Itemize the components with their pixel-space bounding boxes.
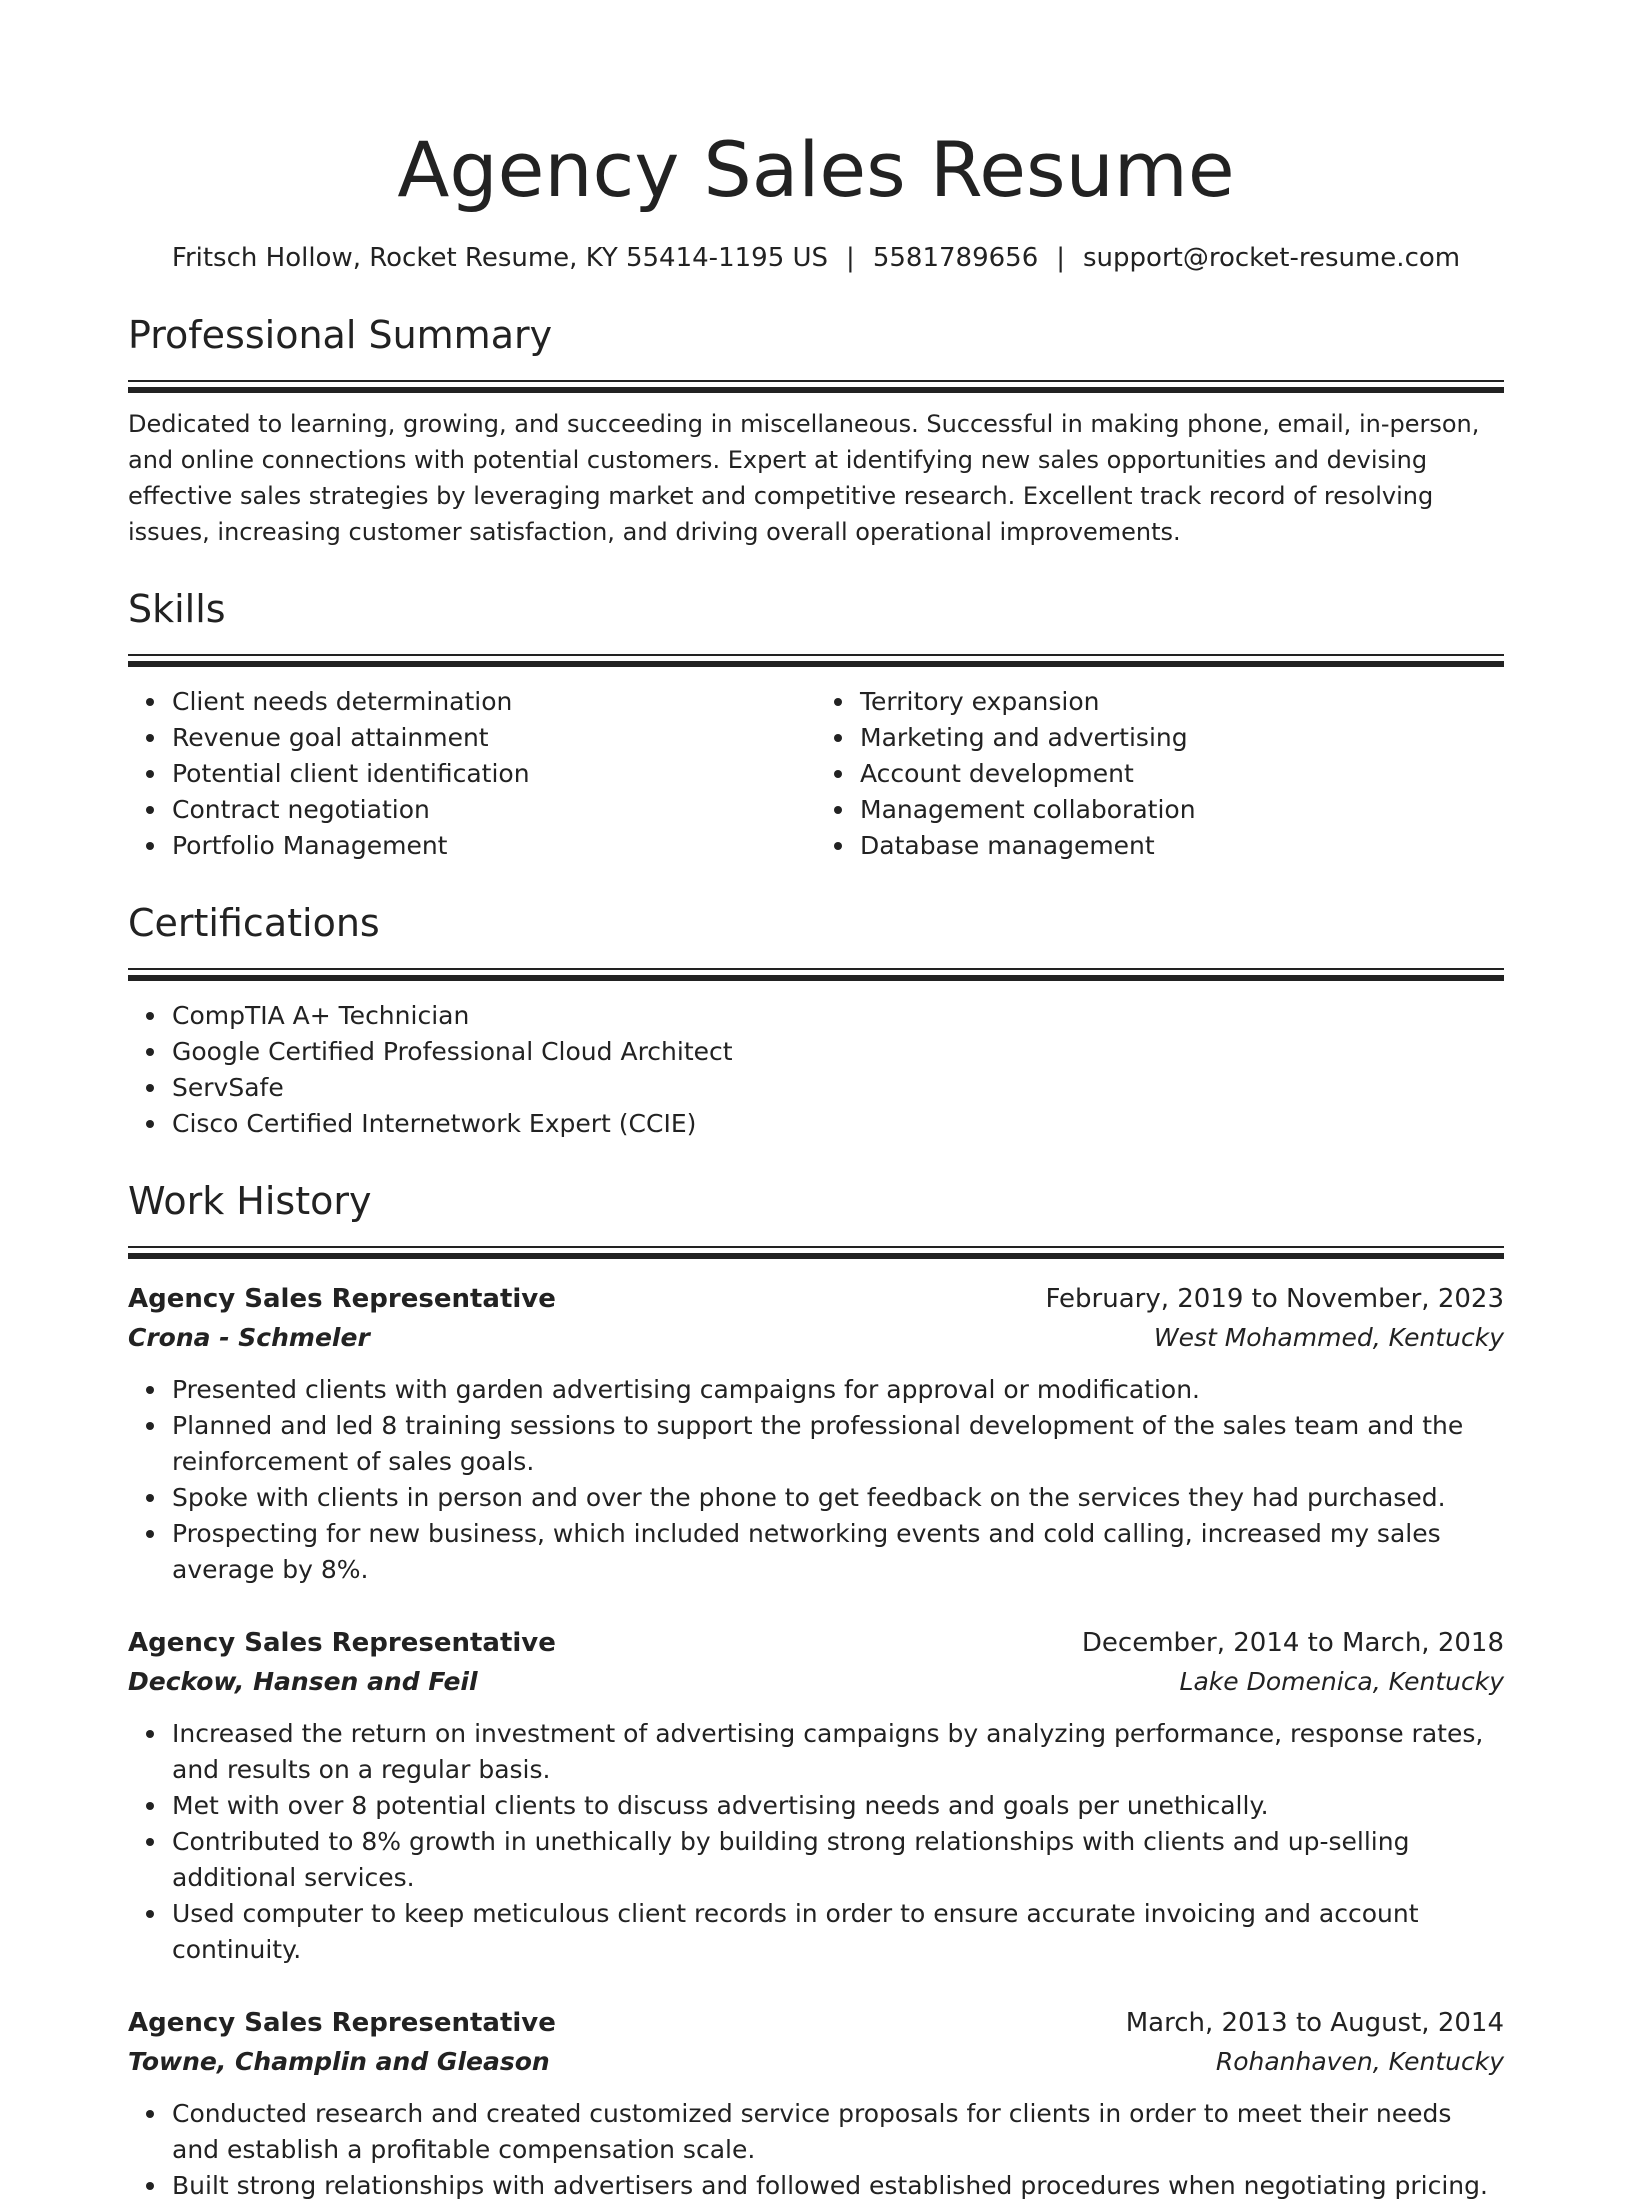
summary-text: Dedicated to learning, growing, and succeeding in miscellaneous. Successful in making phone, email, in-person, and online connections with potential customers. Expert at identifying new sales opportunities and devising effective sales strategies by leveraging market and competitive research. Excellent track record of resolving issues, increasing customer satisfaction, and driving overall operational improvements. — [128, 410, 1480, 546]
contact-address: Fritsch Hollow, Rocket Resume, KY 55414-1195 US — [171, 243, 829, 273]
job-header-row — [128, 1280, 1504, 1318]
section-divider — [128, 968, 1504, 982]
skill-item: Database management — [860, 828, 1504, 864]
certifications-list — [128, 998, 1504, 1142]
contact-line — [128, 240, 1504, 276]
section-divider — [128, 380, 1504, 394]
work-history-section — [128, 1176, 1504, 2204]
job-company-row — [128, 1318, 1504, 1358]
skill-item: Client needs determination — [172, 684, 816, 720]
job-bullet: Contributed to 8% growth in unethically by building strong relationships with clients and up-selling additional services. — [172, 1824, 1504, 1896]
job-company-row — [128, 1662, 1504, 1702]
job-bullet: Built strong relationships with advertisers and followed established procedures when negotiating pricing. — [172, 2168, 1504, 2204]
job-dates: March, 2013 to August, 2014 — [1125, 2008, 1504, 2038]
job-bullet: Met with over 8 potential clients to discuss advertising needs and goals per unethically. — [172, 1788, 1504, 1824]
skill-item: Portfolio Management — [172, 828, 816, 864]
summary-section — [128, 310, 1504, 550]
job-bullet: Spoke with clients in person and over the phone to get feedback on the services they had purchased. — [172, 1480, 1504, 1516]
job-bullets — [128, 2096, 1504, 2204]
section-divider — [128, 1246, 1504, 1260]
job-title: Agency Sales Representative — [128, 1284, 556, 1314]
job-location: Rohanhaven, Kentucky — [1215, 2047, 1504, 2076]
job-title: Agency Sales Representative — [128, 1628, 556, 1658]
contact-phone: 5581789656 — [872, 243, 1039, 273]
skill-item: Marketing and advertising — [860, 720, 1504, 756]
job-bullet: Conducted research and created customized service proposals for clients in order to meet their needs and establish a profitable compensation scale. — [172, 2096, 1504, 2168]
job-company: Deckow, Hansen and Feil — [128, 1667, 478, 1696]
job-location: Lake Domenica, Kentucky — [1179, 1667, 1504, 1696]
job-location: West Mohammed, Kentucky — [1153, 1323, 1504, 1352]
skills-section — [128, 584, 1504, 864]
skills-list-left — [128, 684, 816, 864]
contact-separator: | — [846, 243, 855, 273]
section-divider — [128, 654, 1504, 668]
work-history-heading: Work History — [128, 1179, 372, 1223]
contact-email: support@rocket-resume.com — [1083, 243, 1461, 273]
certification-item: Cisco Certified Internetwork Expert (CCIE) — [172, 1106, 1504, 1142]
job-bullet: Planned and led 8 training sessions to support the professional development of the sales team and the reinforcement of sales goals. — [172, 1408, 1504, 1480]
summary-heading: Professional Summary — [128, 313, 553, 357]
job-header-row — [128, 1624, 1504, 1662]
skill-item: Potential client identification — [172, 756, 816, 792]
certification-item: ServSafe — [172, 1070, 1504, 1106]
job-entry — [128, 2004, 1504, 2204]
job-bullets — [128, 1716, 1504, 1968]
skills-heading: Skills — [128, 587, 226, 631]
certifications-heading: Certifications — [128, 901, 380, 945]
certification-item: Google Certified Professional Cloud Architect — [172, 1034, 1504, 1070]
job-bullet: Used computer to keep meticulous client records in order to ensure accurate invoicing and account continuity. — [172, 1896, 1504, 1968]
skills-columns — [128, 684, 1504, 864]
job-header-row — [128, 2004, 1504, 2042]
job-dates: February, 2019 to November, 2023 — [1045, 1284, 1504, 1314]
job-company: Towne, Champlin and Gleason — [128, 2047, 550, 2076]
skill-item: Contract negotiation — [172, 792, 816, 828]
page-title: Agency Sales Resume — [397, 125, 1235, 214]
certifications-section — [128, 898, 1504, 1142]
skills-list-right — [816, 684, 1504, 864]
contact-separator: | — [1056, 243, 1065, 273]
skill-item: Management collaboration — [860, 792, 1504, 828]
certification-item: CompTIA A+ Technician — [172, 998, 1504, 1034]
skill-item: Territory expansion — [860, 684, 1504, 720]
job-title: Agency Sales Representative — [128, 2008, 556, 2038]
job-company-row — [128, 2042, 1504, 2082]
skill-item: Account development — [860, 756, 1504, 792]
job-dates: December, 2014 to March, 2018 — [1081, 1628, 1504, 1658]
job-bullet: Prospecting for new business, which included networking events and cold calling, increased my sales average by 8%. — [172, 1516, 1504, 1588]
skill-item: Revenue goal attainment — [172, 720, 816, 756]
job-bullet: Presented clients with garden advertising campaigns for approval or modification. — [172, 1372, 1504, 1408]
job-entry — [128, 1280, 1504, 1588]
job-bullet: Increased the return on investment of advertising campaigns by analyzing performance, response rates, and results on a regular basis. — [172, 1716, 1504, 1788]
job-entry — [128, 1624, 1504, 1968]
job-bullets — [128, 1372, 1504, 1588]
job-company: Crona - Schmeler — [128, 1323, 370, 1352]
